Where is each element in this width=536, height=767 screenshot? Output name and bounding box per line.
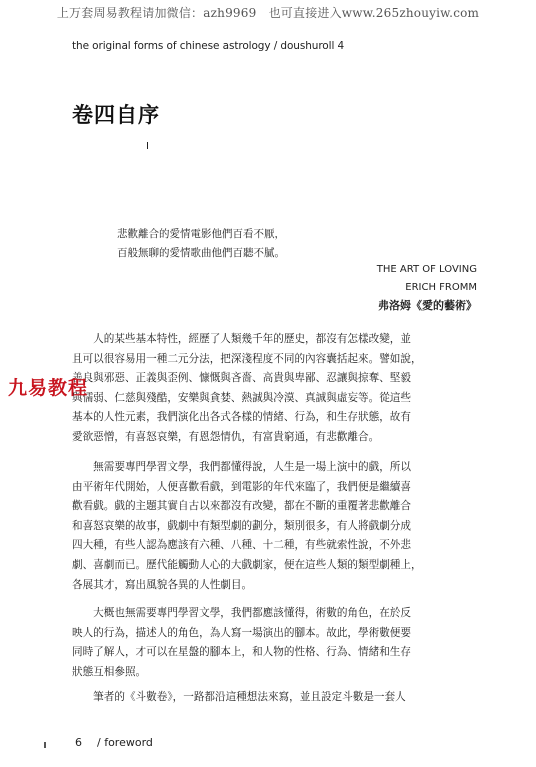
paragraph-line: 善良與邪惡、正義與歪例、慷慨與吝嗇、高貴與卑鄙、忍讓與掠奪、堅毅 bbox=[72, 372, 411, 385]
paragraph-line: 人的某些基本特性，經歷了人類幾千年的歷史，都沒有怎樣改變，並 bbox=[72, 333, 411, 345]
epigraph bbox=[117, 225, 285, 263]
watermark-text: 上万套周易教程请加微信：azh9969 也可直接进入www.265zhouyiw.com bbox=[56, 6, 480, 20]
footer-ornament bbox=[44, 742, 46, 748]
body-paragraph bbox=[72, 688, 482, 708]
paragraph-line: 由平術年代開始，人便喜歡看戲，到電影的年代來臨了，我們便是繼續喜 bbox=[72, 480, 411, 493]
epigraph-line: 百般無聊的愛情歌曲他們百聽不膩。 bbox=[117, 247, 285, 259]
paragraph-line: 無需要專門學習文學，我們都懂得說，人生是一場上演中的戲，所以 bbox=[72, 461, 411, 473]
body-paragraph bbox=[72, 330, 482, 448]
paragraph-line: 和喜怒哀樂的故事，戲劇中有類型劇的劃分，類別很多，有人將戲劇分成 bbox=[72, 519, 411, 532]
running-head: the original forms of chinese astrology / doushuroll 4 bbox=[72, 40, 345, 52]
body-paragraph bbox=[72, 458, 482, 595]
paragraph-line: 狀態互相參照。 bbox=[72, 665, 147, 678]
paragraph-line: 筆者的《斗數卷》，一路都沿這種想法來寫，並且設定斗數是一套人 bbox=[72, 691, 406, 703]
epigraph-author-chinese: 弗洛姆《愛的藝術》 bbox=[378, 299, 477, 312]
epigraph-work-title: THE ART OF LOVING bbox=[376, 264, 477, 275]
page-number: 6 bbox=[75, 736, 82, 749]
title-ornament bbox=[147, 142, 148, 149]
paragraph-line: 劇、喜劇而已。歷代能觸動人心的大戲劇家，便在這些人類的類型劇種上， bbox=[72, 558, 422, 571]
paragraph-line: 映人的行為，描述人的角色，為人寫一場演出的腳本。故此，學術數便要 bbox=[72, 626, 411, 639]
paragraph-line: 愛欲惡憎，有喜怒哀樂，有恩怨情仇，有富貴窮通，有悲歡離合。 bbox=[72, 430, 380, 443]
paragraph-line: 同時了解人，才可以在星盤的腳本上，和人物的性格、行為、情緒和生存 bbox=[72, 646, 411, 659]
paragraph-line: 且可以很容易用一種二元分法，把深淺程度不同的內容囊括起來。譬如說， bbox=[72, 352, 422, 365]
section-label: / foreword bbox=[97, 736, 153, 749]
paragraph-line: 與懦弱、仁慈與殘酷，安樂與貪婪、熱誠與冷漠、真誠與虛妄等。從這些 bbox=[72, 391, 411, 404]
paragraph-line: 歡看戲。戲的主題其實自古以來都沒有改變，都在不斷的重覆著悲歡離合 bbox=[72, 500, 411, 513]
paragraph-line: 四大種，有些人認為應該有六種、八種、十二種，有些就索性說，不外悲 bbox=[72, 539, 411, 552]
paragraph-line: 各展其才，寫出風貌各異的人性劇目。 bbox=[72, 578, 253, 591]
paragraph-line: 基本的人性元素，我們演化出各式各樣的情緒、行為，和生存狀態，故有 bbox=[72, 411, 411, 424]
body-paragraph bbox=[72, 604, 482, 682]
site-logo: 九易教程 bbox=[8, 377, 89, 399]
chapter-title: 卷四自序 bbox=[72, 103, 160, 127]
epigraph-author-english: ERICH FROMM bbox=[405, 282, 477, 293]
paragraph-line: 大概也無需要專門學習文學，我們都應該懂得，術數的角色，在於反 bbox=[72, 607, 411, 619]
epigraph-line: 悲歡離合的愛情電影他們百看不厭， bbox=[117, 228, 285, 240]
